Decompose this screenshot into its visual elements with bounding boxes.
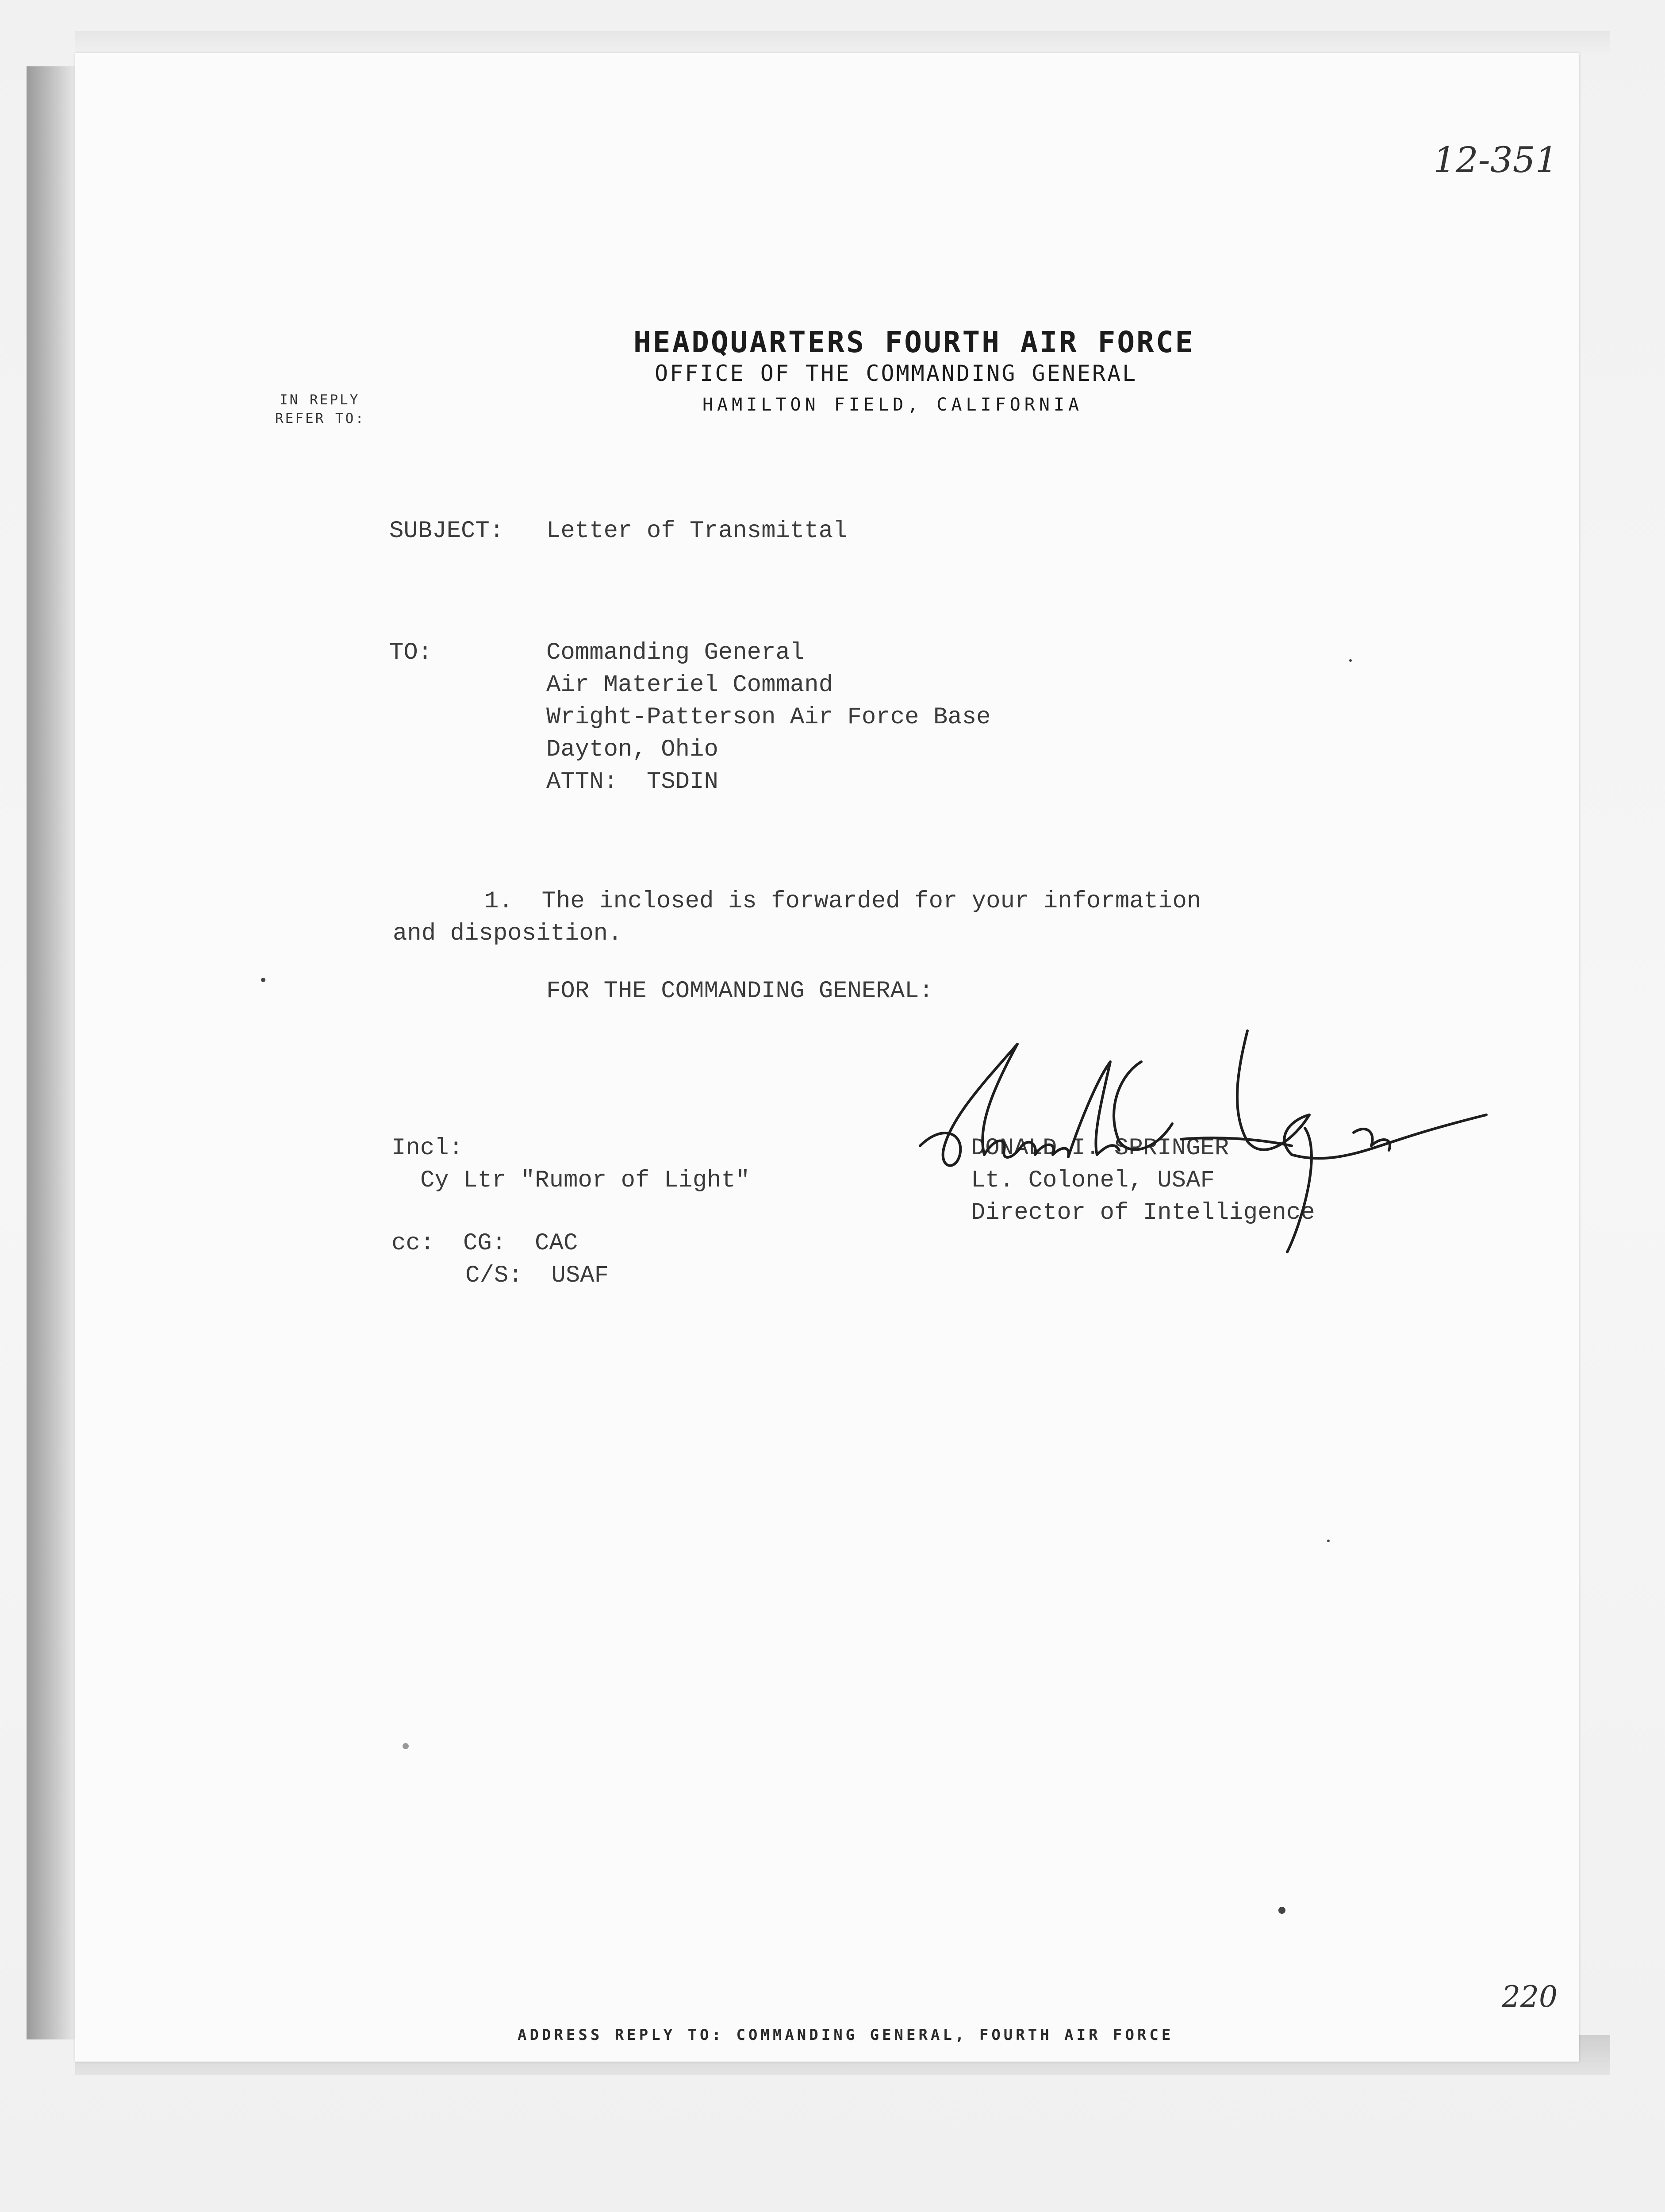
subject-label: SUBJECT: <box>389 518 504 545</box>
handwritten-signature <box>911 1013 1495 1261</box>
to-address-line: Dayton, Ohio <box>546 736 718 763</box>
signer-title: Director of Intelligence <box>971 1199 1315 1226</box>
body-paragraph-line-1: 1. The inclosed is forwarded for your information <box>484 888 1201 915</box>
letterhead-line-3: HAMILTON FIELD, CALIFORNIA <box>702 395 1083 415</box>
inclosure-item: Cy Ltr "Rumor of Light" <box>420 1167 750 1194</box>
to-address-line: Air Materiel Command <box>546 672 833 699</box>
cc-line-2: C/S: USAF <box>465 1262 609 1289</box>
handwritten-page-number: 220 <box>1502 1980 1558 2014</box>
footer-reply-address: ADDRESS REPLY TO: COMMANDING GENERAL, FOURTH AIR FORCE <box>518 2026 1174 2044</box>
signer-name: DONALD I. SPRINGER <box>971 1135 1229 1162</box>
letter-sheet <box>75 53 1579 2062</box>
signer-rank: Lt. Colonel, USAF <box>971 1167 1215 1194</box>
reply-ref-line-1: IN REPLY <box>280 392 360 408</box>
subject-value: Letter of Transmittal <box>546 518 848 545</box>
closing-line: FOR THE COMMANDING GENERAL: <box>546 978 933 1005</box>
reply-ref-line-2: REFER TO: <box>275 411 365 426</box>
letterhead-line-1: HEADQUARTERS FOURTH AIR FORCE <box>633 325 1195 359</box>
to-label: TO: <box>389 639 433 666</box>
inclosure-label: Incl: <box>391 1135 464 1162</box>
to-attention-line: ATTN: TSDIN <box>546 768 718 795</box>
handwritten-file-number: 12-351 <box>1433 139 1558 180</box>
to-address-line: Commanding General <box>546 639 805 666</box>
to-address-line: Wright-Patterson Air Force Base <box>546 704 991 731</box>
body-paragraph-line-2: and disposition. <box>393 920 622 947</box>
cc-line-1: cc: CG: CAC <box>391 1230 578 1257</box>
scan-left-shadow <box>27 66 75 2039</box>
letterhead-line-2: OFFICE OF THE COMMANDING GENERAL <box>655 361 1138 386</box>
